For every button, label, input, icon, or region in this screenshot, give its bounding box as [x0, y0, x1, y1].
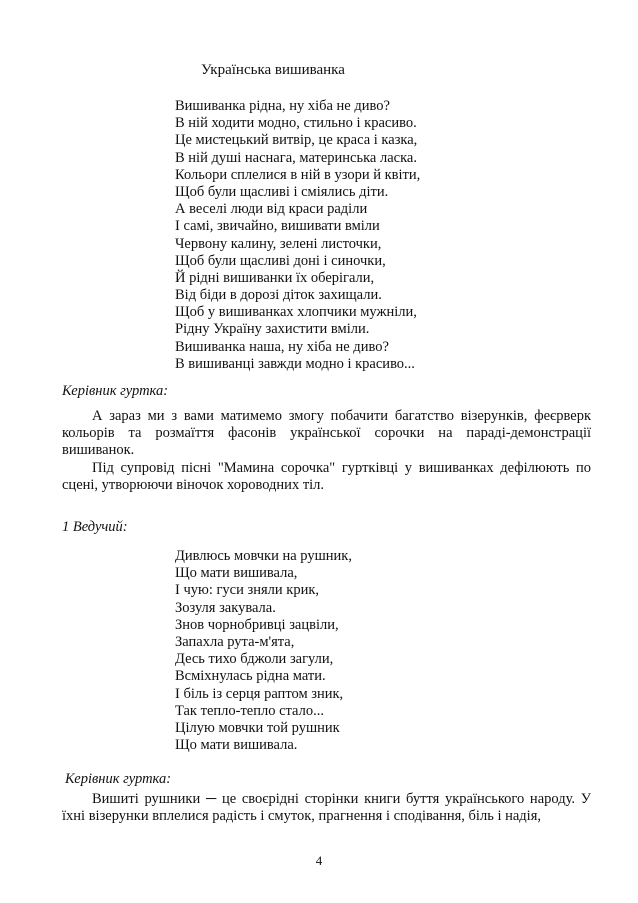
poem-line: І чую: гуси зняли крик, [175, 582, 320, 599]
paragraph-rushnyky: Вишиті рушники ─ це своєрідні сторінки книги буття українського народу. У їхні візерунки вплелися радість і смуток, прагнення і сподівання, біль і надія, [62, 791, 591, 825]
poem-line: Що мати вишивала, [175, 565, 298, 582]
speaker-label-leader: Керівник гуртка: [62, 383, 169, 399]
poem-line: В ній ходити модно, стильно і красиво. [175, 115, 417, 132]
poem-line: Запахла рута-м'ята, [175, 633, 295, 650]
poem-line: В ній душі наснага, материнська ласка. [175, 149, 417, 166]
poem-line: Щоб були щасливі і сміялись діти. [175, 183, 389, 200]
poem-line: Зозуля закувала. [175, 599, 276, 616]
poem-line: Вишиванка наша, ну хіба не диво? [175, 338, 389, 355]
paragraph-parade: А зараз ми з вами матимемо змогу побачити багатство візерунків, феєрверк кольорів та розмаїття фасонів української сорочки на параді-демонстрації вишиванок. [62, 408, 591, 459]
poem-line: Щоб були щасливі доні і синочки, [175, 252, 386, 269]
poem-line: Дивлюсь мовчки на рушник, [175, 548, 352, 564]
poem-line: І самі, звичайно, вишивати вміли [175, 218, 380, 235]
poem-line: Щоб у вишиванках хлопчики мужніли, [175, 304, 417, 321]
poem-line: Що мати вишивала. [175, 737, 298, 754]
poem-rushnyk [175, 548, 352, 754]
poem-line: Кольори сплелися в ній в узори й квіти, [175, 166, 421, 183]
poem-line: В вишиванці завжди модно і красиво... [175, 355, 415, 372]
poem-line: Десь тихо бджоли загули, [175, 651, 334, 668]
poem-line: Червону калину, зелені листочки, [175, 235, 382, 252]
poem-line: І біль із серця раптом зник, [175, 685, 344, 702]
poem-vyshyvanka [175, 98, 420, 373]
poem-line: Всміхнулась рідна мати. [175, 668, 326, 685]
poem-line: Це мистецький витвір, це краса і казка, [175, 132, 418, 149]
page-title: Українська вишиванка [201, 62, 345, 78]
poem-line: Цілую мовчки той рушник [175, 719, 340, 736]
speaker-label-leader-2: Керівник гуртка: [65, 771, 172, 787]
poem-line: Знов чорнобривці зацвіли, [175, 616, 339, 633]
speaker-label-host-1: 1 Ведучий: [62, 519, 128, 535]
page-number: 4 [315, 853, 323, 868]
paragraph-song: Під супровід пісні "Мамина сорочка" гуртківці у вишиванках дефілюють по сцені, утворюючи віночок хороводних тіл. [62, 460, 591, 494]
poem-line: А веселі люди від краси раділи [175, 201, 368, 218]
poem-line: Рідну Україну захистити вміли. [175, 321, 370, 338]
poem-line: Так тепло-тепло стало... [175, 702, 324, 719]
poem-line: Й рідні вишиванки їх оберігали, [175, 269, 375, 286]
poem-line: Від біди в дорозі діток захищали. [175, 287, 382, 304]
poem-line: Вишиванка рідна, ну хіба не диво? [175, 98, 390, 114]
